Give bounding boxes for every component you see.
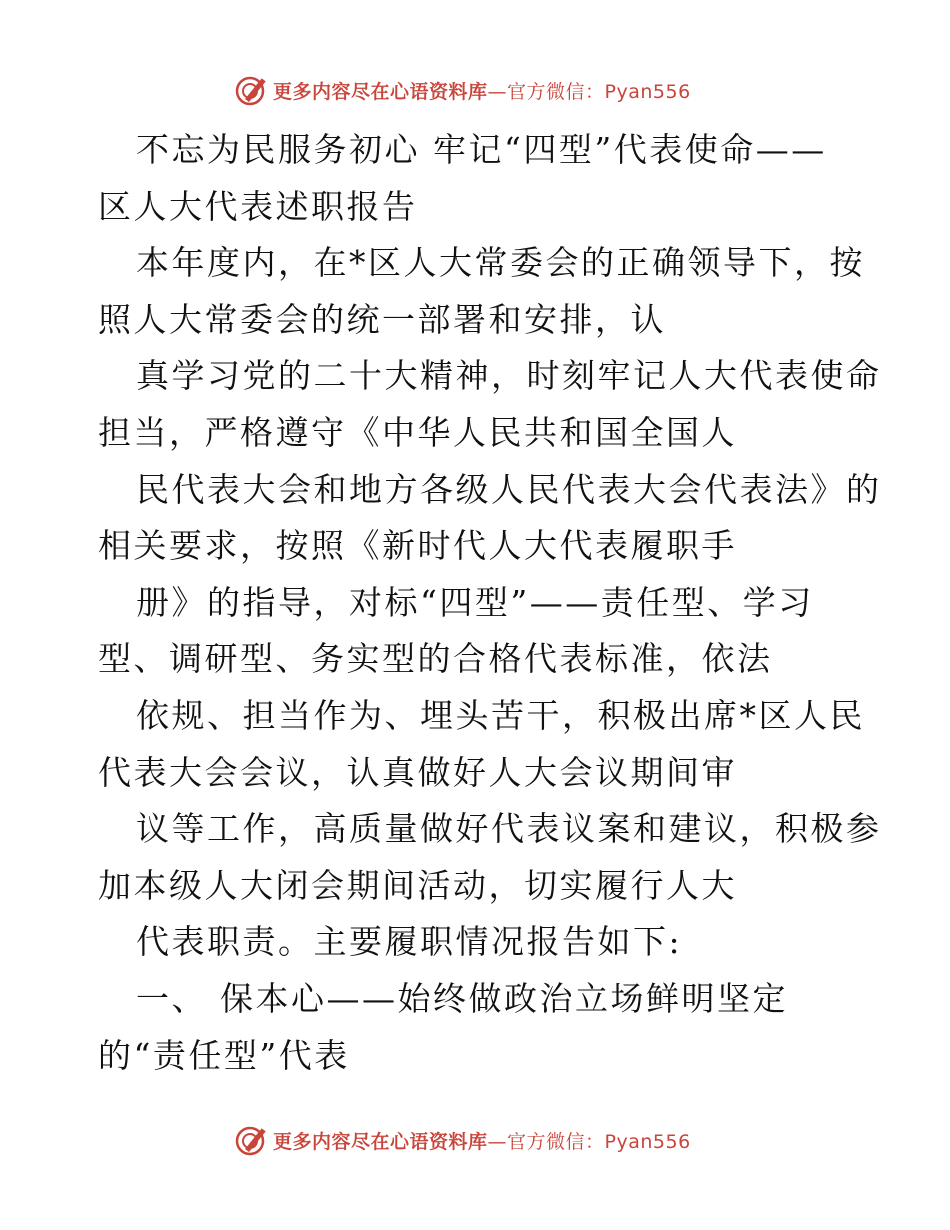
- text-line: 民代表大会和地方各级人民代表大会代表法》的: [136, 469, 882, 509]
- text-line: 加本级人大闭会期间活动，切实履行人大: [98, 865, 737, 905]
- watermark-main-text: 更多内容尽在心语资料库: [273, 80, 488, 103]
- text-line: 相关要求，按照《新时代人大代表履职手: [98, 526, 737, 566]
- footer-watermark: [235, 1122, 691, 1158]
- text-line: 本年度内，在*区人大常委会的正确领导下，按: [136, 243, 865, 283]
- text-line: 担当，严格遵守《中华人民共和国全国人: [98, 412, 737, 452]
- section-heading: 一、 保本心——始终做政治立场鲜明坚定: [136, 978, 788, 1018]
- text-line: 区人大代表述职报告: [98, 186, 418, 226]
- text-line: 不忘为民服务初心 牢记“四型”代表使命——: [136, 130, 827, 169]
- watermark-sub-text: —官方微信：Pyan556: [487, 80, 691, 103]
- text-line: 照人大常委会的统一部署和安排，认: [98, 299, 666, 339]
- text-line: 的“责任型”代表: [98, 1035, 350, 1075]
- watermark-main-text: 更多内容尽在心语资料库: [273, 1130, 488, 1153]
- text-line: 真学习党的二十大精神，时刻牢记人大代表使命: [136, 356, 882, 396]
- text-line: 议等工作，高质量做好代表议案和建议，积极参: [136, 809, 882, 849]
- pen-logo-icon: [235, 1123, 269, 1157]
- text-line: 代表职责。主要履职情况报告如下:: [136, 922, 683, 962]
- text-line: 册》的指导，对标“四型”——责任型、学习: [136, 582, 814, 622]
- text-line: 型、调研型、务实型的合格代表标准，依法: [98, 639, 773, 679]
- document-body: [98, 122, 882, 1084]
- pen-logo-icon: [235, 73, 269, 107]
- header-watermark: [235, 72, 691, 108]
- text-line: 代表大会会议，认真做好人大会议期间审: [98, 752, 737, 792]
- text-line: 依规、担当作为、埋头苦干，积极出席*区人民: [136, 695, 865, 735]
- watermark-sub-text: —官方微信：Pyan556: [487, 1130, 691, 1153]
